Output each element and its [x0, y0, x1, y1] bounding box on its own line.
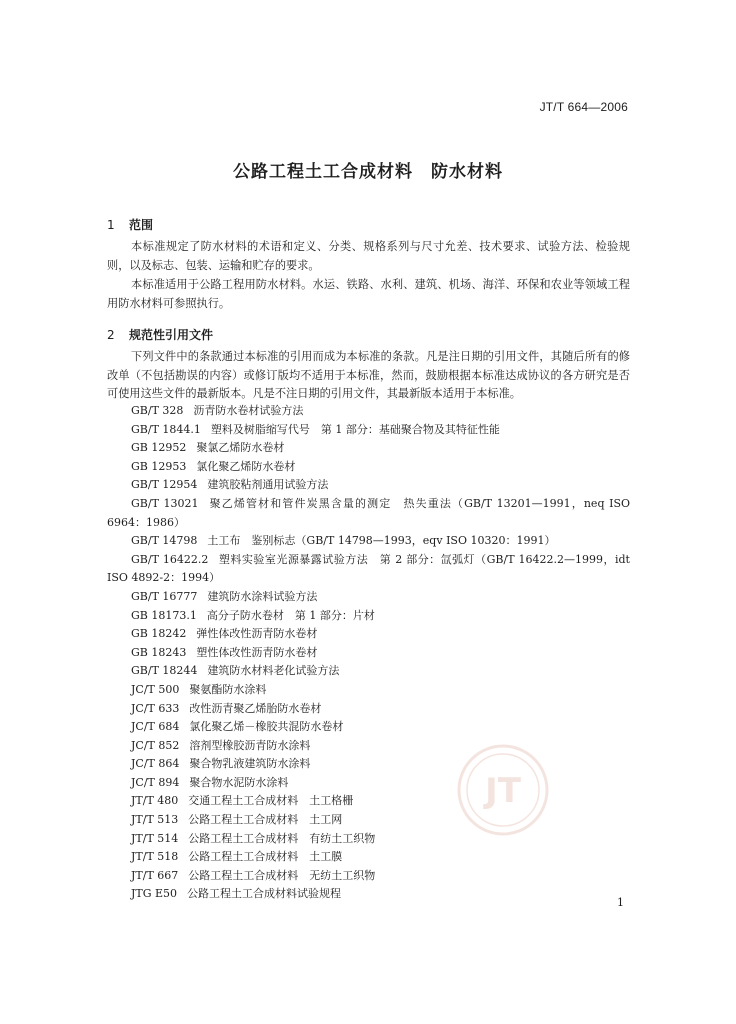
references-intro: 下列文件中的条款通过本标准的引用而成为本标准的条款。凡是注日期的引用文件，其随后所有的修改单（不包括勘误的内容）或修订版均不适用于本标准，然而，鼓励根据本标准达成协议的各方研究是否可使用这些文件的最新版本。凡是不注日期的引用文件，其最新版本适用于本标准。 [107, 350, 630, 401]
reference-item: GB 18173.1 高分子防水卷材 第 1 部分：片材 [131, 608, 375, 622]
reference-item: GB/T 13021 聚乙烯管材和管件炭黑含量的测定 热失重法（GB/T 13201—1991，neq ISO 6964：1986） [107, 496, 630, 529]
svg-text:JT: JT [485, 771, 521, 811]
page-number: 1 [617, 896, 624, 909]
reference-item: GB/T 16422.2 塑料实验室光源暴露试验方法 第 2 部分：氙弧灯（GB/T 16422.2—1999，idt ISO 4892-2：1994） [107, 552, 630, 585]
reference-list [107, 402, 630, 904]
reference-item: JT/T 513 公路工程土工合成材料 土工网 [131, 813, 343, 827]
title-main: 公路工程土工合成材料 [233, 162, 413, 182]
reference-item: GB/T 12954 建筑胶粘剂通用试验方法 [131, 478, 329, 492]
reference-item: JC/T 852 溶剂型橡胶沥青防水涂料 [131, 738, 311, 752]
reference-item: JC/T 500 聚氨酯防水涂料 [131, 682, 267, 696]
reference-item: GB/T 16777 建筑防水涂料试验方法 [131, 589, 318, 603]
reference-item: GB 12952 聚氯乙烯防水卷材 [131, 441, 285, 455]
reference-item: GB 18243 塑性体改性沥青防水卷材 [131, 645, 318, 659]
reference-item: JC/T 864 聚合物乳液建筑防水涂料 [131, 757, 311, 771]
reference-item: JC/T 894 聚合物水泥防水涂料 [131, 775, 289, 789]
reference-item: GB 18242 弹性体改性沥青防水卷材 [131, 627, 318, 641]
scope-paragraph-2: 本标准适用于公路工程用防水材料。水运、铁路、水利、建筑、机场、海洋、环保和农业等领域工程用防水材料可参照执行。 [107, 278, 630, 310]
section-1-number: 1 [107, 218, 115, 232]
document-title [0, 157, 736, 182]
reference-item: JC/T 633 改性沥青聚乙烯胎防水卷材 [131, 701, 322, 715]
reference-item: JTG E50 公路工程土工合成材料试验规程 [131, 887, 342, 901]
reference-item: JT/T 518 公路工程土工合成材料 土工膜 [131, 850, 343, 864]
reference-item: JT/T 514 公路工程土工合成材料 有纺土工织物 [131, 831, 376, 845]
section-2-heading [107, 326, 213, 343]
reference-item: JT/T 480 交通工程土工合成材料 土工格栅 [131, 794, 354, 808]
scope-paragraph-1: 本标准规定了防水材料的术语和定义、分类、规格系列与尺寸允差、技术要求、试验方法、检验规则，以及标志、包装、运输和贮存的要求。 [107, 240, 630, 272]
reference-item: GB 12953 氯化聚乙烯防水卷材 [131, 459, 296, 473]
section-1-title: 范围 [129, 218, 154, 232]
reference-item: GB/T 328 沥青防水卷材试验方法 [131, 404, 304, 417]
reference-item: JT/T 667 公路工程土工合成材料 无纺土工织物 [131, 868, 376, 882]
section-2-title: 规范性引用文件 [129, 328, 214, 342]
reference-item: GB/T 14798 土工布 鉴别标志（GB/T 14798—1993，eqv ISO 10320：1991） [131, 534, 556, 548]
title-sub: 防水材料 [431, 162, 503, 182]
section-1-heading [107, 216, 153, 233]
reference-item: GB/T 1844.1 塑料及树脂缩写代号 第 1 部分：基础聚合物及其特征性能 [131, 422, 500, 436]
section-2-number: 2 [107, 328, 115, 342]
standard-number: JT/T 664—2006 [539, 100, 628, 114]
reference-item: GB/T 18244 建筑防水材料老化试验方法 [131, 664, 340, 678]
jt-watermark-logo [455, 742, 551, 838]
reference-item: JC/T 684 氯化聚乙烯－橡胶共混防水卷材 [131, 720, 344, 734]
